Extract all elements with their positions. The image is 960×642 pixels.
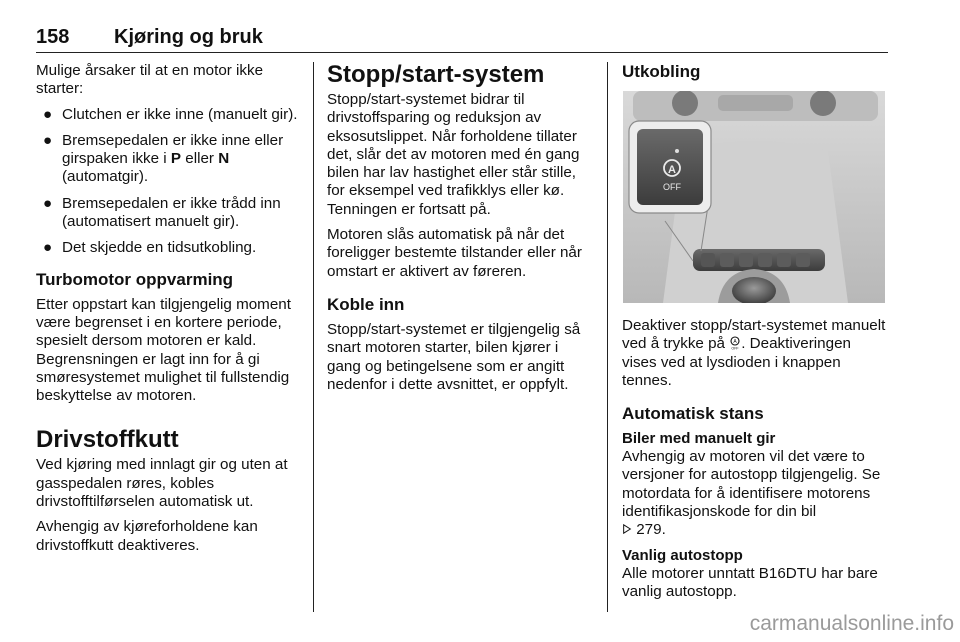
section-heading: Automatisk stans xyxy=(622,404,764,424)
sub-heading: Biler med manuelt gir xyxy=(622,430,776,448)
fuel-text: Ved kjøring med innlagt gir og uten at gasspedalen røres, kobles drivstofftilførselen automatisk ut. xyxy=(36,456,288,511)
gear-n: N xyxy=(218,150,230,168)
body-text: Motoren slås automatisk på når det foreligger bestemte tilstander eller når omstart er aktivert av føreren. xyxy=(327,226,582,280)
section-heading: Drivstoffkutt xyxy=(36,426,179,454)
reference-arrow-icon xyxy=(622,522,632,536)
svg-text:A: A xyxy=(668,164,676,176)
list-item: ● Det skjedde en tidsutkobling. xyxy=(43,239,257,257)
body-text: Alle motorer unntatt B16DTU har bare vanlig autostopp. xyxy=(622,564,878,600)
column-middle xyxy=(327,62,593,401)
column-divider xyxy=(313,62,314,612)
chapter-title: Kjøring og bruk xyxy=(114,26,263,48)
body-text: Stopp/start-systemet er tilgjengelig så snart motoren starter, bilen kjører i gang og betingelsene som er angitt nedenfor i dette avsnittet, er oppfylt. xyxy=(327,320,581,393)
body-text: Stopp/start-systemet bidrar til drivstoffsparing og reduksjon av eksosutslippet. Når forholdene tillater det, slår det av motoren med én gang bilen har lav hastighet eller står stille, for eksempel ved trafikklys eller kø. Tenningen er fortsatt på. xyxy=(327,91,580,218)
section-heading: Utkobling xyxy=(622,62,701,81)
bullet-icon: ● xyxy=(43,239,53,257)
cause-list xyxy=(36,106,300,258)
bullet-icon: ● xyxy=(43,194,53,212)
page-number: 158 xyxy=(36,26,70,48)
intro-text: Mulige årsaker til at en motor ikke starter: xyxy=(36,62,264,98)
auto-stop-off-icon xyxy=(729,336,741,350)
bullet-icon: ● xyxy=(43,105,53,123)
section-heading: Turbomotor oppvarming xyxy=(36,269,234,289)
column-left xyxy=(36,62,300,562)
bullet-icon: ● xyxy=(43,131,53,149)
body-text: Avhengig av motoren vil det være to versjoner for autostopp tilgjengelig. Se motordata for å identifisere motorens identifikasjonskode for din bil 279. xyxy=(622,448,881,539)
list-item: ● Clutchen er ikke inne (manuelt gir). xyxy=(43,105,298,123)
list-item: ● Bremsepedalen er ikke trådd inn (automatisert manuelt gir). xyxy=(43,194,281,231)
turbo-text: Etter oppstart kan tilgjengelig moment være begrenset i en kortere periode, spesielt dersom motoren er kald. Begrensningen er lagt inn for å gi smøresystemet mulighet til fullstendig beskyttelse av motoren. xyxy=(36,295,291,405)
page-header xyxy=(36,26,888,53)
svg-text:A: A xyxy=(733,339,737,346)
list-item: ● Bremsepedalen er ikke inne eller girspaken ikke i P eller N (automatgir). xyxy=(43,131,284,186)
off-label: OFF xyxy=(663,182,681,192)
section-heading: Koble inn xyxy=(327,294,405,314)
column-divider xyxy=(607,62,608,612)
fuel-text: Avhengig av kjøreforholdene kan drivstoffkutt deaktiveres. xyxy=(36,518,258,554)
column-right xyxy=(622,62,888,608)
console-photo xyxy=(623,91,885,303)
page-reference: 279. xyxy=(636,521,666,539)
watermark: carmanualsonline.info xyxy=(749,612,954,635)
body-text: Deaktiver stopp/start-systemet manuelt ved å trykke på A OFF . Deaktiveringen vises ved at lysdioden i knappen tennes. xyxy=(622,317,886,389)
svg-text:OFF: OFF xyxy=(731,346,739,351)
gear-p: P xyxy=(170,150,182,168)
sub-heading: Vanlig autostopp xyxy=(622,546,743,564)
section-heading: Stopp/start-system xyxy=(327,61,545,88)
